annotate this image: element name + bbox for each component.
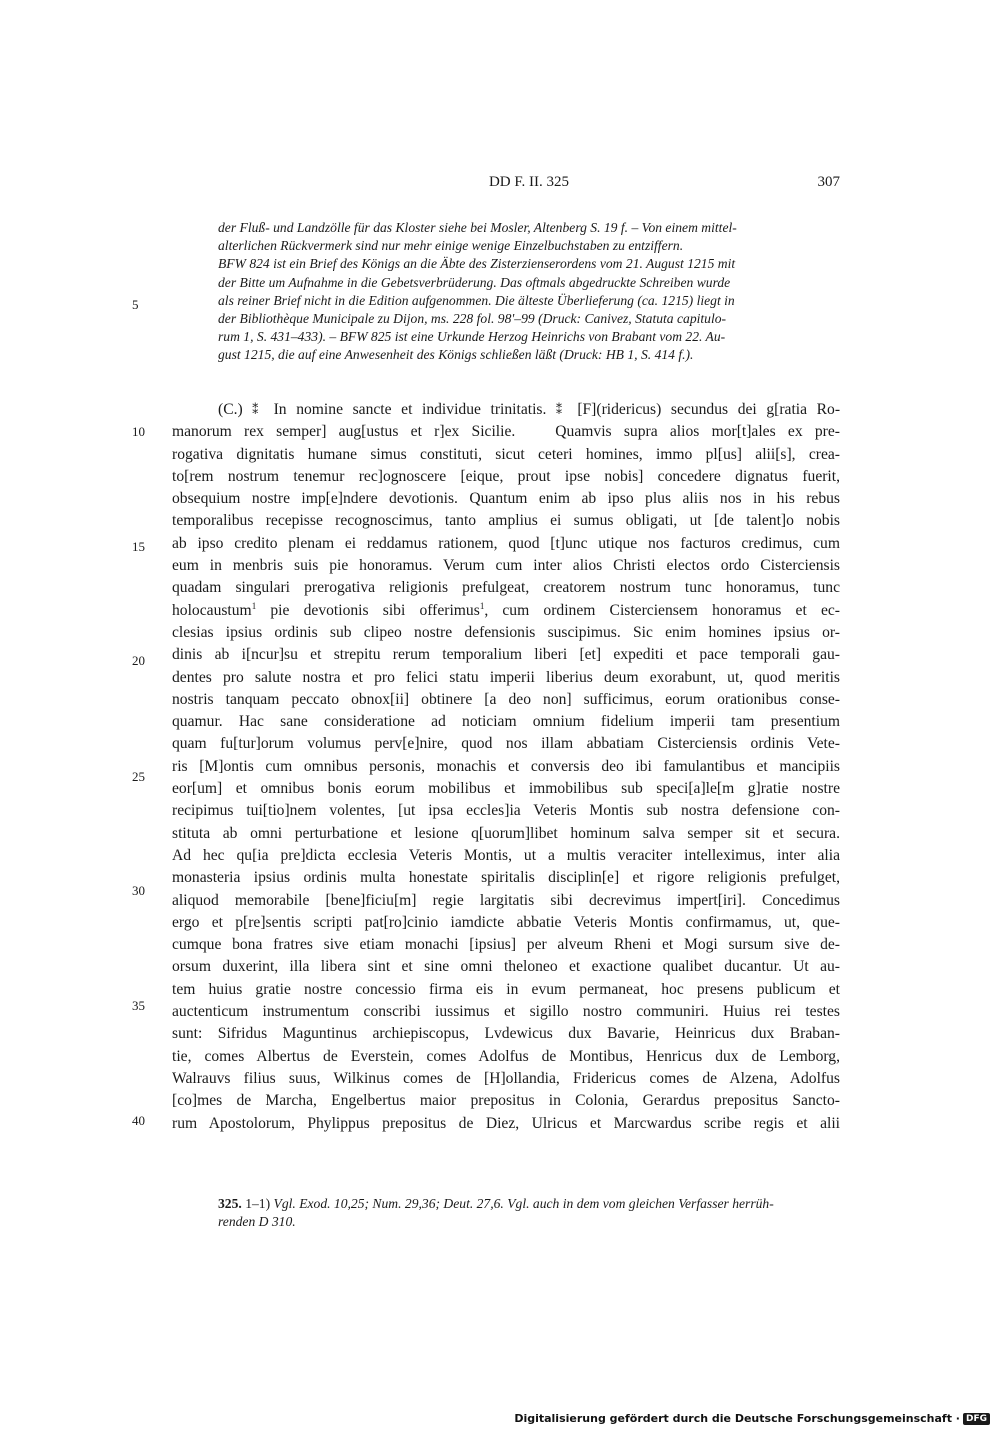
text-line: rum Apostolorum, Phylippus prepositus de Diez, Ulricus et Marcwardus scribe regis et alii [172, 1114, 840, 1132]
text-line: nostris tanquam peccato obnox[ii] obtinere [a deo non] sufficimus, eorum orationibus conse- [172, 690, 840, 708]
note-line: alterlichen Rückvermerk sind nur mehr einige wenige Einzelbuchstaben zu entziffern. [218, 238, 684, 254]
text-line: to[rem nostrum tenemur rec]ognoscere [eique, prout ipse nobis] concedere dignatus fuerit, [172, 467, 840, 485]
note-line: rum 1, S. 431–433). – BFW 825 ist eine Urkunde Herzog Heinrichs von Brabant vom 22. Au- [218, 329, 726, 345]
text-line: ris [M]ontis cum omnibus personis, monachis et conversis deo ibi famulantibus et mancipiis [172, 757, 840, 775]
text-line: holocaustum$^1$ pie devotionis sibi offerimus$^1$, cum ordinem Cisterciensem honoramus et ec- [172, 600, 840, 619]
line-number: 25 [132, 769, 145, 784]
text-line: temporalibus recepisse recognoscimus, tanto amplius ei sumus obligati, ut [de talent]o nobis [172, 512, 840, 530]
text-line: quadam singulari prerogativa religionis prefulgeat, creatorem nostrum tunc honoramus, tunc [172, 579, 840, 597]
text-line: quam fu[tur]orum volumus perv[e]nire, quod nos illam abbatiam Cisterciensis ordinis Vete- [172, 735, 840, 753]
funding-text: Digitalisierung gefördert durch die Deutsche Forschungsgemeinschaft · [514, 1412, 960, 1425]
footnote-ref: 1 [251, 600, 257, 611]
text-line: monasteria ipsius ordinis multa honestate spiritalis disciplin[e] et rigore religionis prefulget, [172, 869, 840, 887]
text-line: [co]mes de Marcha, Engelbertus maior prepositus in Colonia, Gerardus prepositus Sancto- [172, 1092, 840, 1110]
running-title: DD F. II. 325 [488, 174, 570, 190]
text-line: clesias ipsius ordinis sub clipeo nostre defensionis suscipimus. Sic enim homines ipsius or- [172, 623, 840, 641]
line-number: 20 [132, 653, 145, 668]
text-line: eor[um] et omnibus bonis eorum mobilibus et immobilibus sub speci[a]le[m g]ratie nostre [172, 780, 840, 798]
page-number: 307 [817, 174, 840, 190]
footnote-label: 325. [218, 1196, 242, 1211]
line-number: 40 [132, 1113, 145, 1128]
text-line: ergo et p[re]sentis scripti pat[ro]cinio iamdicte abbatie Veteris Montis confirmamus, ut, que- [172, 913, 840, 931]
line-number: 35 [132, 998, 145, 1013]
text-line: quamur. Hac sane consideratione ad noticiam omnium fidelium imperii tam presentium [172, 713, 840, 731]
note-line: der Fluß- und Landzölle für das Kloster siehe bei Mosler, Altenberg S. 19 f. – Von einem mittel- [218, 220, 737, 235]
line-number: 30 [132, 883, 145, 898]
footnote-ref: 1 [479, 600, 485, 611]
commentary-notes [218, 219, 840, 365]
note-line: BFW 824 ist ein Brief des Königs an die Äbte des Zisterzienserordens vom 21. August 1215 mit [218, 256, 736, 272]
text-line: tem huius gratie nostre concessio firma eis in evum permaneat, hoc presens publicum et [172, 980, 840, 998]
text-line: sunt: Sifridus Maguntinus archiepiscopus, Lvdewicus dux Bavarie, Heinricus dux Braban- [172, 1025, 840, 1043]
cross-symbol-icon: ⁑ [556, 403, 568, 417]
text-line: tie, comes Albertus de Everstein, comes Adolfus de Montibus, Henricus dux de Lemborg, [172, 1047, 840, 1065]
text-line: dinis ab i[ncur]su et strepitu rerum temporalium liberi [et] expediti et pace temporali gau- [172, 646, 840, 664]
note-line: gust 1215, die auf eine Anwesenheit des Königs schließen läßt (Druck: HB 1, S. 414 f.). [218, 347, 694, 363]
text-line: ab ipso credito plenam ei reddamus rationem, quod [t]unc utique nos facturos credimus, cum [172, 534, 840, 552]
funding-notice [514, 1412, 990, 1425]
text-line: (C.) ⁑ In nomine sancte et individue trinitatis. ⁑ [F](ridericus) secundus dei g[ratia Ro- [218, 401, 841, 418]
text-line: orsum duxerint, illa libera sint et sine omni theloneo et exactione qualibet ducantur. Ut au- [172, 958, 840, 976]
note-line: der Bitte um Aufnahme in die Gebetsverbrüderung. Das oftmals abgedruckte Schreiben wurde [218, 274, 731, 290]
text-line: Walrauvs filius suus, Wilkinus comes de [H]ollandia, Fridericus comes de Alzena, Adolfus [172, 1069, 840, 1087]
text-line: rogativa dignitatis humane simus constituti, sicut ceteri homines, immo pl[us] alii[s], crea- [172, 445, 840, 463]
text-line: manorum rex semper] aug[ustus et r]ex Sicilie. Quamvis supra alios mor[t]ales ex pre- [172, 423, 840, 441]
line-number: 10 [132, 424, 145, 439]
footnote [218, 1195, 840, 1231]
footnote-line: renden D 310. [218, 1214, 296, 1230]
cross-symbol-icon: ⁑ [252, 403, 265, 417]
text-line: aliquod memorabile [bene]ficiu[m] regie largitatis sibi decrevimus impert[iri]. Concedimus [172, 891, 840, 909]
line-number: 15 [132, 539, 145, 554]
dfg-logo-icon: DFG [963, 1413, 990, 1425]
footnote-line: 325. 1–1) Vgl. Exod. 10,25; Num. 29,36; Deut. 27,6. Vgl. auch in dem vom gleichen Verfasser herrüh- [218, 1196, 774, 1211]
line-number: 5 [132, 297, 139, 312]
note-line: als reiner Brief nicht in die Edition aufgenommen. Die älteste Überlieferung (ca. 1215) liegt in [218, 292, 735, 308]
text-line: eum in menbris suis pie honoramus. Verum cum inter alios Christi electos ordo Cisterciensis [172, 557, 840, 575]
text-line: cumque bona fratres sive etiam monachi [ipsius] per alveum Rheni et Mogi sursum sive de- [172, 936, 840, 954]
text-line: obsequium nostre imp[e]ndere devotionis. Quantum enim ab ipso plus aliis nos in his rebus [172, 490, 840, 508]
text-line: auctenticum instrumentum conscribi iussimus et sigillo nostro communiri. Huius rei testes [172, 1003, 840, 1021]
text-line: stituta ab omni perturbatione et lesione q[uorum]libet hominum salva semper sit et secura. [172, 824, 840, 842]
page-header [218, 174, 840, 194]
text-line: dentes pro salute nostra et pro felici statu imperii liberius deum exorabunt, ut, quod meritis [172, 668, 840, 686]
text-line: recipimus tui[tio]nem volentes, [ut ipsa eccles]ia Veteris Montis sub nostra defensione con- [172, 802, 840, 820]
note-line: der Bibliothèque Municipale zu Dijon, ms. 228 fol. 98'–99 (Druck: Canivez, Statuta capitulo- [218, 310, 727, 326]
text-line: Ad hec qu[ia pre]dicta ecclesia Veteris Montis, ut a multis veraciter intelleximus, inter alia [172, 846, 840, 864]
charter-text [172, 399, 840, 1135]
footnote-ref: 1–1) [241, 1196, 274, 1211]
